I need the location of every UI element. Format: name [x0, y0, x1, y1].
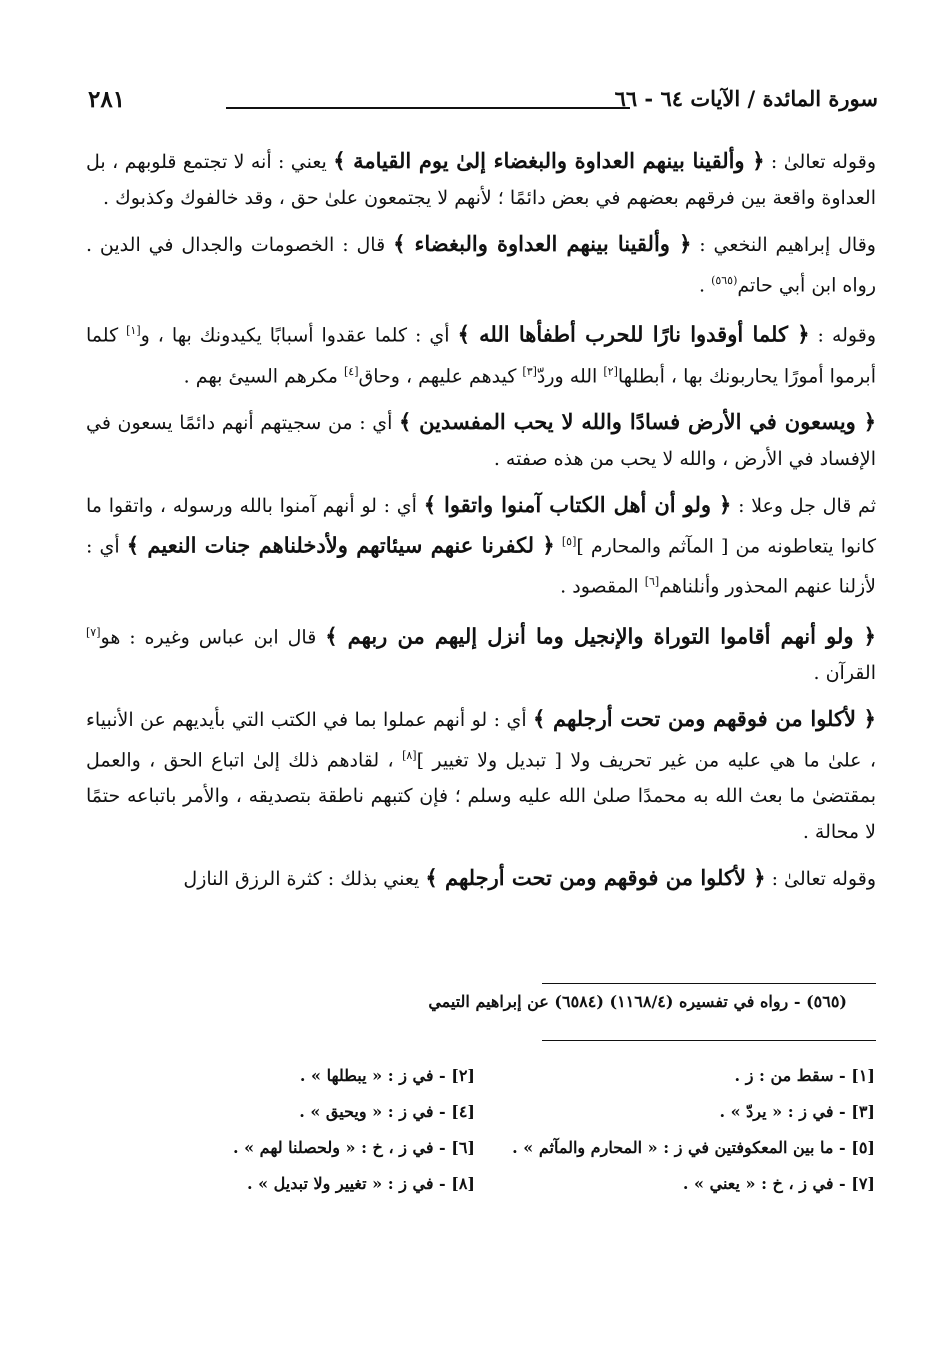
paragraph-1	[86, 143, 876, 216]
note-3: [٣] - في ز : « يردّ » .	[719, 1102, 875, 1121]
text-span: مكرهم السيئ بهم .	[183, 364, 344, 387]
note-ref: [٦]	[644, 575, 660, 589]
note-ref: [٣]	[522, 364, 537, 378]
text-span: ثم قال جل وعلا :	[731, 494, 876, 517]
text-span: قال ابن عباس وغيره : هو	[100, 625, 326, 648]
paragraph-6	[86, 615, 876, 691]
page-number: ٢٨١	[88, 86, 126, 113]
note-6: [٦] - في ز ، خ : « ولحصلنا لهم » .	[232, 1138, 475, 1157]
note-ref: [٥]	[561, 534, 577, 548]
note-2: [٢] - في ز : « يبطلها » .	[299, 1066, 475, 1085]
footnote-main: (٥٦٥) - رواه في تفسيره (١١٦٨/٤) (٦٥٨٤) عن إبراهيم التيمي	[428, 992, 847, 1011]
text-span	[555, 535, 562, 557]
note-ref: [٤]	[343, 364, 359, 378]
paragraph-7	[86, 701, 876, 850]
note-ref: [١]	[126, 324, 141, 338]
quran-quote: ﴿ وألقينا بينهم العداوة والبغضاء ﴾	[393, 231, 692, 256]
text-span: .	[698, 274, 712, 297]
text-span: أي : لأزلنا عنهم المحذور وأنلناهم	[86, 535, 876, 598]
paragraph-3	[86, 313, 876, 394]
text-span: وقوله تعالىٰ :	[764, 151, 877, 173]
note-5: [٥] - ما بين المعكوفتين في ز : « المحارم والمآثم » .	[512, 1138, 875, 1157]
header-rule	[226, 107, 630, 109]
variant-notes	[75, 1060, 875, 1200]
text-span: وقال إبراهيم النخعي :	[691, 234, 876, 256]
quran-quote: ﴿ لأكلوا من فوقهم ومن تحت أرجلهم ﴾	[533, 705, 876, 731]
note-8: [٨] - في ز : « تغيير ولا تبديل » .	[246, 1174, 475, 1193]
text-span: المقصود .	[560, 575, 645, 598]
note-ref: [٨]	[402, 748, 417, 762]
paragraph-2	[86, 226, 876, 303]
running-title: سورة المائدة / الآيات ٦٤ - ٦٦	[614, 86, 878, 111]
text-span: أي : كلما عقدوا أسبابًا يكيدونك بها ، و	[140, 324, 458, 347]
quran-quote: ﴿ لكفرنا عنهم سيئاتهم ولأدخلناهم جنات النعيم ﴾	[126, 532, 555, 558]
note-4: [٤] - في ز : « ويحيق » .	[299, 1102, 475, 1121]
page-header	[88, 86, 878, 120]
text-span: يعني بذلك : كثرة الرزق النازل	[183, 868, 426, 891]
quran-quote: ﴿ ولو أنهم أقاموا التوراة والإنجيل وما أنزل إليهم من ربهم ﴾	[325, 622, 876, 648]
text-span: أي : لو أنهم آمنوا بالله ورسوله ، واتقوا ما كانوا يتعاطونه من [ المآثم والمحارم ]	[86, 494, 876, 558]
note-1: [١] - سقط من : ز .	[734, 1066, 875, 1085]
paragraph-5	[86, 487, 876, 605]
footnote-separator	[542, 983, 876, 984]
quran-quote: ﴿ وألقينا بينهم العداوة والبغضاء إلىٰ يوم القيامة ﴾	[333, 148, 765, 173]
text-span: أي : من سجيتهم أنهم دائمًا يسعون في الإفساد في الأرض ، والله لا يحب من هذه صفته .	[86, 411, 876, 470]
text-span: القرآن .	[813, 661, 876, 684]
text-span: كيدهم عليهم ، وحاق	[358, 364, 523, 387]
text-span: وقوله تعالىٰ :	[765, 868, 876, 891]
quran-quote: ﴿ ويسعون في الأرض فسادًا والله لا يحب المفسدين ﴾	[398, 408, 877, 434]
text-span: قال : الخصومات والجدال في الدين . رواه ابن أبي حاتم	[86, 234, 876, 297]
text-span: وقوله :	[809, 324, 876, 347]
text-span: ، لقادهم ذلك إلىٰ اتباع الحق ، والعمل بمقتضىٰ ما بعث الله به محمدًا صلىٰ الله عليه وسلم ؛ فإن كتبهم ناطقة بتصديقه ، والأمر باتباعه حتمًا لا محالة .	[86, 749, 876, 844]
text-span: يعني : أنه لا تجتمع قلوبهم ، بل العداوة واقعة بين فرقهم بعضهم في بعض دائمًا ؛ لأنهم لا يجتمعون علىٰ حق ، وقد خالفوك وكذبوك .	[86, 151, 876, 209]
notes-separator	[542, 1040, 876, 1041]
quran-quote: ﴿ لأكلوا من فوقهم ومن تحت أرجلهم ﴾	[425, 865, 766, 891]
text-span: كلما أبرموا أمورًا يحاربونك بها ، أبطلها	[86, 324, 876, 387]
note-ref: [٢]	[603, 364, 618, 378]
text-span: أي : لو أنهم عملوا بما في الكتب التي بأيديهم عن الأنبياء ، علىٰ ما هي عليه من غير تحريف ولا [ تبديل ولا تغيير ]	[86, 708, 876, 772]
quran-quote: ﴿ كلما أوقدوا نارًا للحرب أطفأها الله ﴾	[457, 321, 810, 347]
footnote-ref: (٥٦٥)	[711, 274, 738, 287]
note-7: [٧] - في ز ، خ : « يعني » .	[682, 1174, 875, 1193]
page-body	[86, 143, 876, 907]
paragraph-4	[86, 404, 876, 477]
paragraph-8	[86, 860, 876, 897]
note-ref: [٧]	[86, 625, 101, 639]
text-span: الله وردّ	[536, 364, 604, 387]
quran-quote: ﴿ ولو أن أهل الكتاب آمنوا واتقوا ﴾	[423, 491, 732, 517]
